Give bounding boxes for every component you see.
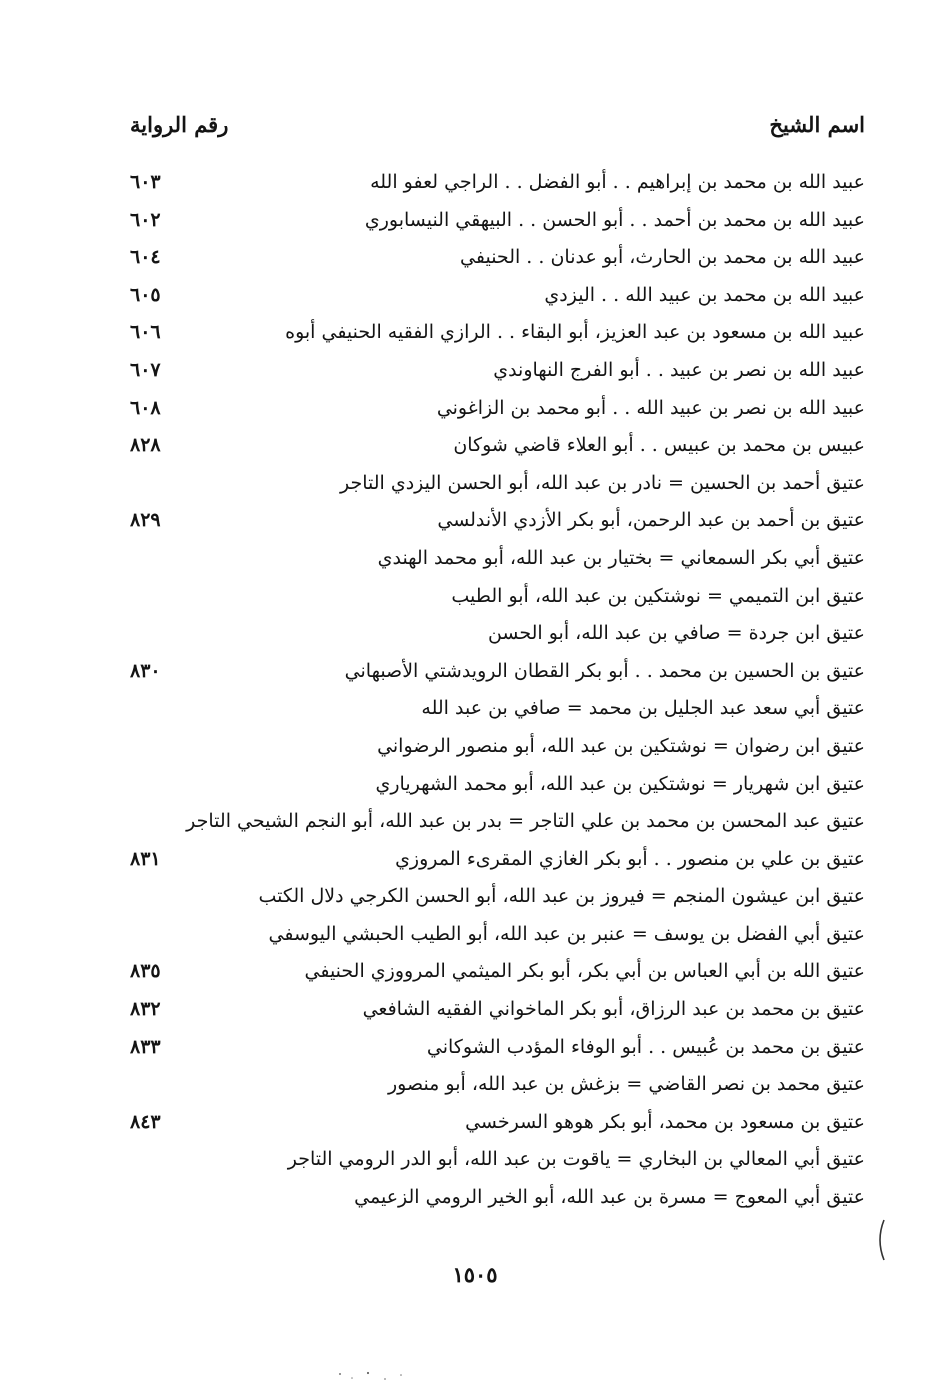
column-header (130, 112, 865, 146)
sheikh-name: عبيد الله بن محمد بن الحارث، أبو عدنان . . الحنيفي (460, 246, 865, 269)
narration-number: ٦٠٦ (130, 321, 161, 344)
margin-bracket-mark (874, 1218, 888, 1262)
index-row (130, 393, 865, 431)
index-row (130, 468, 865, 506)
narration-number: ٦٠٨ (130, 396, 161, 419)
page-number: ١٥٠٥ (452, 1262, 498, 1287)
index-row (130, 543, 865, 581)
index-row (130, 1144, 865, 1182)
sheikh-name: عبيس بن محمد بن عبيس . . أبو العلاء قاضي شوكان (453, 434, 865, 457)
narration-number: ٦٠٤ (130, 246, 161, 269)
narration-number: ٨٤٣ (130, 1110, 161, 1133)
narration-number: ٨٣١ (130, 847, 161, 870)
index-row (130, 844, 865, 882)
sheikh-name: عتيق بن محمد بن عبد الرزاق، أبو بكر الماخواني الفقيه الشافعي (362, 998, 865, 1021)
narration-number: ٨٢٩ (130, 509, 161, 532)
index-row (130, 656, 865, 694)
narration-number: ٦٠٣ (130, 171, 161, 193)
index-row (130, 1107, 865, 1145)
index-row (130, 317, 865, 355)
index-row (130, 205, 865, 243)
index-row (130, 1032, 865, 1070)
sheikh-name: عبيد الله بن نصر بن عبيد . . أبو الفرج النهاوندي (493, 358, 865, 381)
narration-number: ٨٣٥ (130, 960, 161, 983)
index-row (130, 881, 865, 919)
sheikh-name: عتيق أبي المعالي بن البخاري = ياقوت بن عبد الله، أبو الدر الرومي التاجر (287, 1148, 865, 1171)
index-row (130, 994, 865, 1032)
sheikh-name: عتيق ابن التميمي = نوشتكين بن عبد الله، أبو الطيب (451, 584, 865, 607)
sheikh-name: عبيد الله بن مسعود بن عبد العزيز، أبو البقاء . . الرازي الفقيه الحنيفي أبوه (285, 321, 865, 344)
sheikh-name: عتيق أحمد بن الحسين = نادر بن عبد الله، أبو الحسن اليزدي التاجر (339, 471, 865, 494)
index-row (130, 1069, 865, 1107)
header-narration-number: رقم الرواية (130, 112, 229, 137)
sheikh-name: عبيد الله بن محمد بن إبراهيم . . أبو الفضل . . الراجي لعفو الله (370, 171, 865, 193)
narration-number: ٦٠٧ (130, 358, 161, 381)
index-row (130, 693, 865, 731)
sheikh-name: عتيق الله بن أبي العباس بن أبي بكر، أبو بكر الميثمي المرووزي الحنيفي (304, 960, 865, 983)
narration-number: ٨٣٢ (130, 998, 161, 1021)
index-row (130, 280, 865, 318)
index-row (130, 769, 865, 807)
sheikh-name: عبيد الله بن نصر بن عبيد الله . . أبو محمد بن الزاغوني (436, 396, 865, 419)
sheikh-name: عبيد الله بن محمد بن عبيد الله . . اليزدي (544, 283, 865, 306)
sheikh-name: عبيد الله بن محمد بن أحمد . . أبو الحسن . . البيهقي النيسابوري (364, 208, 865, 231)
index-row (130, 242, 865, 280)
narration-number: ٨٢٨ (130, 434, 161, 457)
sheikh-name: عتيق عبد المحسن بن محمد بن علي التاجر = بدر بن عبد الله، أبو النجم الشيحي التاجر (186, 810, 865, 833)
sheikh-name: عتيق أبي بكر السمعاني = بختيار بن عبد الله، أبو محمد الهندي (377, 546, 865, 569)
sheikh-name: عتيق بن علي بن منصور . . أبو بكر الغازي المقرىء المروزي (395, 847, 865, 870)
sheikh-name: عتيق بن مسعود بن محمد، أبو بكر هوهو السرخسي (465, 1110, 865, 1133)
header-sheikh-name: اسم الشيخ (769, 112, 865, 137)
sheikh-name: عتيق ابن عيشون المنجم = فيروز بن عبد الله، أبو الحسن الكرجي دلال الكتب (258, 885, 865, 908)
sheikh-name: عتيق بن أحمد بن عبد الرحمن، أبو بكر الأزدي الأندلسي (437, 509, 865, 532)
narration-number: ٨٣٣ (130, 1035, 161, 1058)
narration-number: ٨٣٠ (130, 659, 161, 682)
index-row (130, 581, 865, 619)
index-row (130, 618, 865, 656)
index-row (130, 355, 865, 393)
index-row (130, 1182, 865, 1220)
narration-number: ٦٠٥ (130, 283, 161, 306)
scan-speck-marks (330, 1370, 430, 1382)
narration-number: ٦٠٢ (130, 208, 161, 231)
sheikh-name: عتيق محمد بن نصر القاضي = بزغش بن عبد الله، أبو منصور (387, 1073, 865, 1096)
index-row (130, 731, 865, 769)
index-row (130, 167, 865, 205)
sheikh-name: عتيق أبي الفضل بن يوسف = عنبر بن عبد الله، أبو الطيب الحبشي اليوسفي (268, 922, 865, 945)
sheikh-name: عتيق ابن رضوان = نوشتكين بن عبد الله، أبو منصور الرضواني (377, 734, 865, 757)
index-row (130, 430, 865, 468)
sheikh-name: عتيق بن الحسين بن محمد . . أبو بكر القطان الرويدشتي الأصبهاني (344, 659, 865, 682)
index-row (130, 956, 865, 994)
sheikh-name: عتيق ابن شهريار = نوشتكين بن عبد الله، أبو محمد الشهرياري (375, 772, 865, 795)
index-row (130, 505, 865, 543)
index-list (130, 167, 865, 1220)
index-row (130, 806, 865, 844)
sheikh-name: عتيق بن محمد بن عُبيس . . أبو الوفاء المؤدب الشوكاني (426, 1035, 865, 1058)
sheikh-name: عتيق أبي سعد عبد الجليل بن محمد = صافي بن عبد الله (421, 697, 865, 720)
sheikh-name: عتيق ابن جردة = صافي بن عبد الله، أبو الحسن (487, 622, 865, 645)
index-row (130, 919, 865, 957)
sheikh-name: عتيق أبي المعوج = مسرة بن عبد الله، أبو الخير الرومي الزعيمي (354, 1186, 865, 1209)
